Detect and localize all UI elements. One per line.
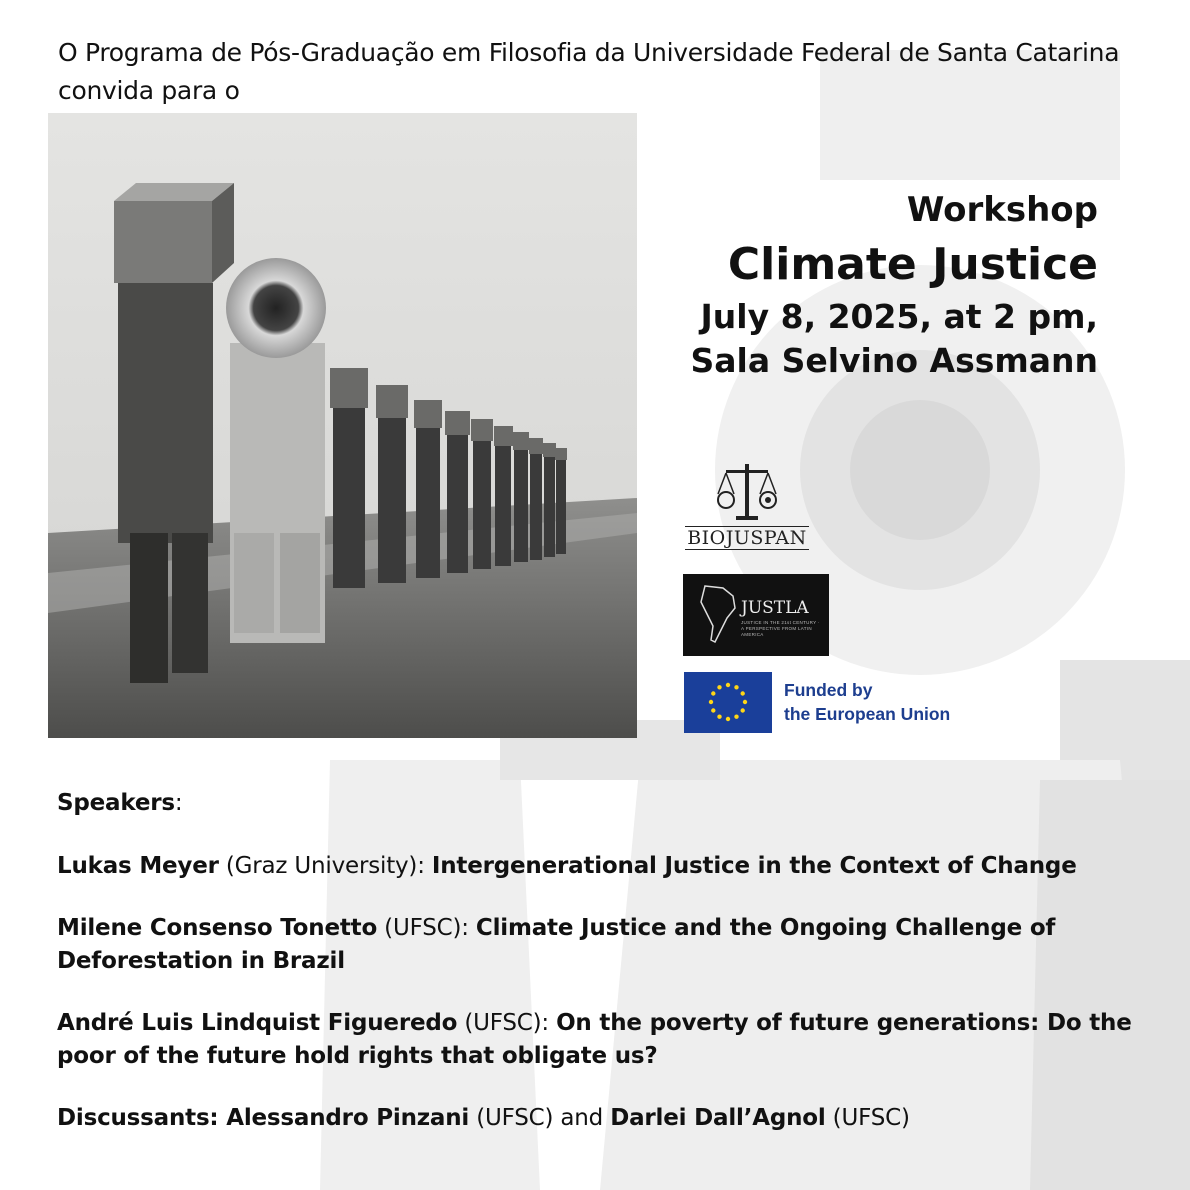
speaker-affiliation: (UFSC): bbox=[377, 915, 476, 941]
eu-funding-line1: Funded by bbox=[784, 680, 873, 700]
workshop-photo bbox=[48, 113, 637, 738]
speaker-name: Lukas Meyer bbox=[57, 853, 219, 879]
biojuspan-label: BIOJUSPAN bbox=[687, 527, 807, 549]
talk-title: Intergenerational Justice in the Context of Change bbox=[431, 853, 1077, 879]
speaker-affiliation: (UFSC): bbox=[457, 1010, 557, 1036]
justla-subtitle: JUSTICE IN THE 21st CENTURY · A PERSPECTIVE FROM LATIN AMERICA bbox=[741, 620, 820, 637]
talk-title: On the poverty of future generations: Do the poor of the future hold rights that obligate us? bbox=[57, 1010, 1132, 1069]
justla-label: JUSTLA bbox=[741, 598, 809, 618]
speakers-heading bbox=[57, 787, 1137, 820]
speakers-section bbox=[57, 787, 1137, 1164]
speaker-entry bbox=[57, 912, 1137, 978]
biojuspan-logo bbox=[682, 460, 812, 556]
speaker-entry bbox=[57, 1007, 1137, 1073]
discussant-name: Alessandro Pinzani bbox=[226, 1105, 470, 1131]
eu-funding-text bbox=[784, 678, 950, 726]
workshop-label: Workshop bbox=[906, 190, 1098, 230]
speaker-entry bbox=[57, 850, 1137, 883]
event-room: Sala Selvino Assmann bbox=[690, 341, 1098, 380]
intro-text: O Programa de Pós-Graduação em Filosofia da Universidade Federal de Santa Catarina convida para o bbox=[58, 38, 1120, 105]
speaker-name: André Luis Lindquist Figueredo bbox=[57, 1010, 458, 1036]
south-america-map-icon bbox=[693, 580, 743, 650]
scales-of-justice-icon bbox=[712, 460, 782, 526]
speakers-heading-label: Speakers bbox=[57, 790, 175, 816]
eu-flag bbox=[684, 672, 772, 733]
discussant-affiliation: (UFSC) bbox=[825, 1105, 910, 1131]
title-block bbox=[690, 185, 1098, 383]
justla-logo bbox=[683, 574, 829, 656]
speaker-name: Milene Consenso Tonetto bbox=[57, 915, 378, 941]
discussant-affiliation: (UFSC) and bbox=[469, 1105, 611, 1131]
discussants-label: Discussants: bbox=[57, 1105, 227, 1131]
eu-funding-line2: the European Union bbox=[784, 704, 951, 724]
discussant-name: Darlei Dall’Agnol bbox=[610, 1105, 826, 1131]
event-date: July 8, 2025, at 2 pm, bbox=[700, 297, 1098, 336]
talk-title: Climate Justice and the Ongoing Challenge of Deforestation in Brazil bbox=[57, 915, 1056, 974]
event-title: Climate Justice bbox=[727, 239, 1098, 290]
speaker-affiliation: (Graz University): bbox=[218, 853, 432, 879]
discussants-line bbox=[57, 1102, 1137, 1135]
speakers-heading-colon: : bbox=[174, 790, 183, 816]
eu-stars-icon bbox=[684, 672, 772, 733]
